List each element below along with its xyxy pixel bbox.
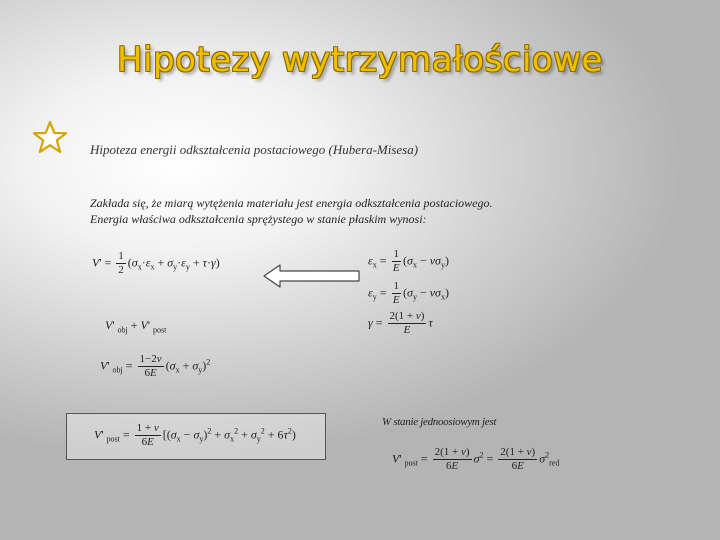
subtitle: Hipoteza energii odkształcenia postaciowego (Hubera-Misesa) (90, 142, 419, 157)
star-outline-icon (32, 120, 68, 154)
intro-paragraph (90, 195, 650, 227)
left-arrow-icon (262, 262, 362, 290)
formula-shear-strain: γ = $\frac{2(1 + \nu)}{E}$ τ (368, 310, 433, 336)
formula-strain-x: $\varepsilon_x$ = $\frac{1}{E}$ $(\sigma_x - \nu\sigma_y)$ (368, 248, 449, 274)
paragraph-line-1: Zakłada się, że miarą wytężenia materiału jest energia odkształcenia postaciowego. (90, 196, 493, 210)
uniaxial-note: W stanie jednoosiowym jest (382, 416, 497, 428)
paragraph-line-2: Energia właściwa odkształcenia sprężystego w stanie płaskim wynosi: (90, 212, 427, 226)
formula-strain-y: $\varepsilon_y$ = $\frac{1}{E}$ $(\sigma_y - \nu\sigma_x)$ (368, 280, 449, 306)
formula-volume-energy: V' $_{obj}$ = $\frac{1-2\nu}{6E}$ $(\sigma_x + \sigma_y)^2$ (100, 353, 211, 379)
formula-energy: V' = $\frac{1}{2}$ $(\sigma_x\cdot\varepsilon_x + \sigma_y\cdot\varepsilon_y + \tau\cdot\gamma)$ (92, 250, 220, 276)
slide-title: Hipotezy wytrzymałościowe (117, 40, 603, 80)
formula-energy-sum: V' $_{obj}$ + V' $_{post}$ (105, 318, 167, 335)
formula-distortion-energy: V' $_{post}$ = $\frac{1 + \nu}{6E}$ $[(\sigma_x - \sigma_y)^2 + \sigma_x^2 + \sigma_y^2 + 6\tau^2)$ (94, 422, 296, 448)
formula-uniaxial: V' $_{post}$ = $\frac{2(1 + \nu)}{6E}$ $\sigma^2$ = $\frac{2(1 + \nu)}{6E}$ $\sigma^2_{red}$ (392, 446, 560, 472)
